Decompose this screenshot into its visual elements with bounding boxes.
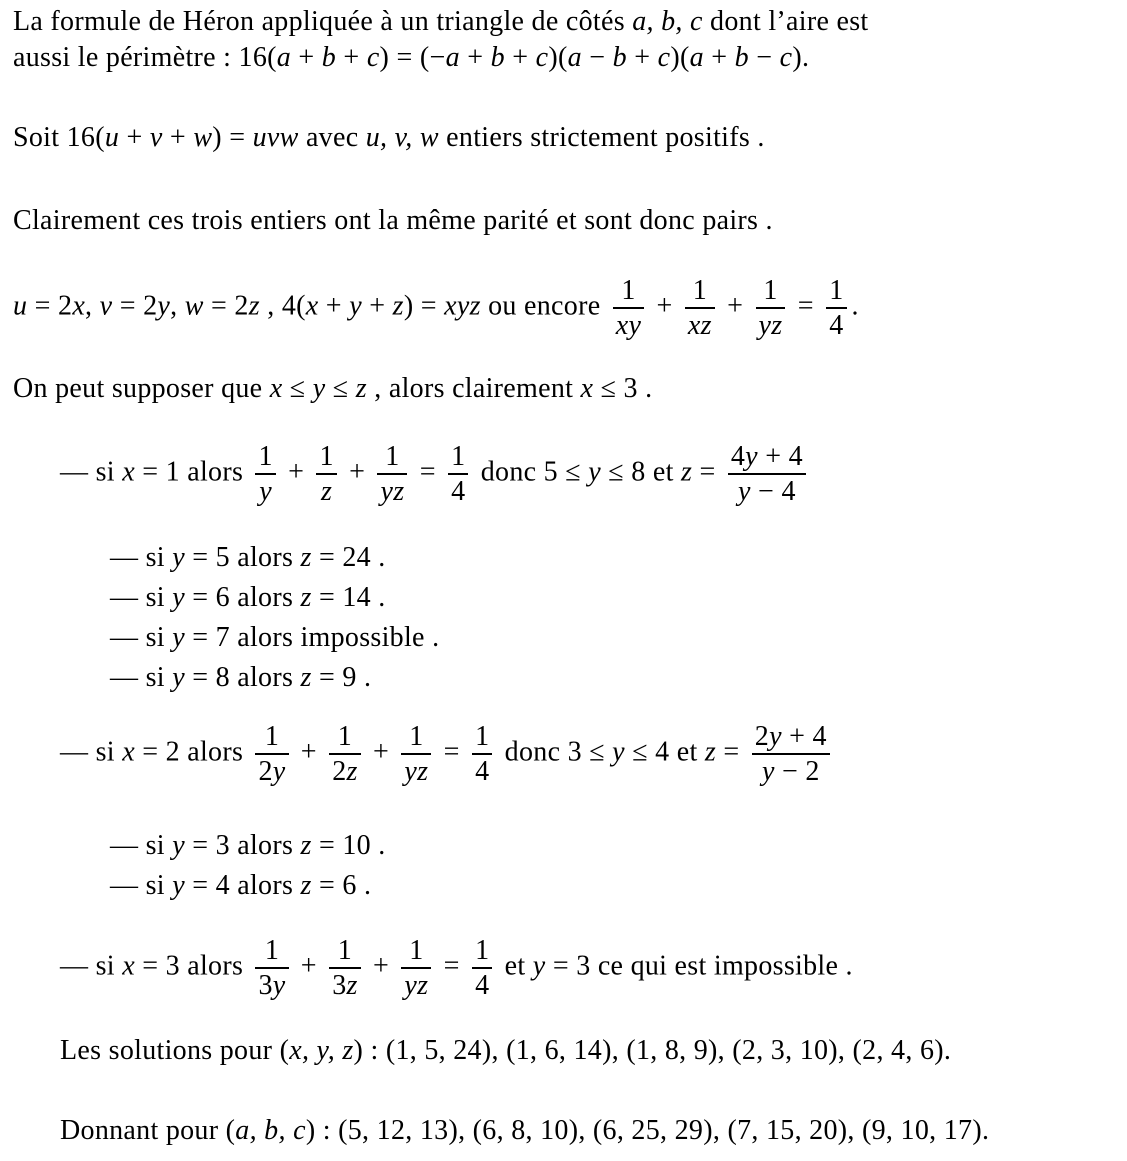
numerator bbox=[728, 441, 806, 475]
denominator bbox=[401, 969, 431, 1001]
math-run: a bbox=[567, 42, 582, 73]
math-run: y bbox=[532, 950, 546, 982]
text-run: 1 bbox=[409, 721, 424, 752]
text-run: + 4 bbox=[757, 441, 803, 472]
text-run: + bbox=[293, 950, 325, 982]
text-run: , bbox=[85, 290, 100, 322]
paragraph-supposition bbox=[13, 370, 652, 407]
text-run: + bbox=[365, 950, 397, 982]
text-run: 1 bbox=[385, 441, 400, 472]
text-run: 1 bbox=[451, 441, 466, 472]
text-run: ) = bbox=[403, 290, 445, 322]
text-run: 1 bbox=[258, 441, 273, 472]
text-run: = bbox=[716, 736, 747, 768]
case-x1-y8 bbox=[110, 659, 371, 696]
text-run: + bbox=[162, 122, 194, 153]
text-run: — si bbox=[110, 622, 173, 653]
math-run: y bbox=[259, 476, 272, 507]
fraction bbox=[377, 441, 407, 507]
text-run: 1 bbox=[337, 935, 353, 966]
math-run: xz bbox=[687, 310, 712, 341]
paragraph-intro-line-2 bbox=[13, 39, 809, 76]
denominator bbox=[255, 969, 288, 1001]
text-run: — si bbox=[60, 950, 123, 982]
text-run: + bbox=[703, 42, 735, 73]
denominator bbox=[685, 309, 715, 341]
text-run: 3 bbox=[258, 970, 273, 1001]
case-x1-y7 bbox=[110, 619, 439, 656]
text-run: Donnant pour ( bbox=[60, 1115, 236, 1146]
case-x-3 bbox=[60, 935, 853, 1001]
numerator bbox=[255, 721, 288, 755]
math-run: x bbox=[72, 290, 86, 322]
math-run: v bbox=[99, 290, 113, 322]
fraction bbox=[826, 275, 846, 341]
text-run: On peut supposer que bbox=[13, 373, 270, 404]
denominator bbox=[756, 309, 786, 341]
text-run: − bbox=[748, 42, 780, 73]
math-run: yz bbox=[380, 476, 405, 507]
numerator bbox=[613, 275, 644, 309]
math-run: xy bbox=[615, 310, 642, 341]
numerator bbox=[329, 935, 361, 969]
text-run: + bbox=[119, 122, 150, 153]
math-run: z bbox=[300, 830, 312, 861]
text-run: + bbox=[365, 736, 397, 768]
fraction bbox=[329, 935, 361, 1001]
text-run: 1 bbox=[319, 441, 334, 472]
math-run: yz bbox=[404, 970, 429, 1001]
text-run: ) = (− bbox=[379, 42, 446, 73]
fraction bbox=[255, 441, 275, 507]
fraction bbox=[255, 721, 288, 787]
math-run: b bbox=[321, 42, 337, 73]
numerator bbox=[472, 721, 492, 755]
text-run: = bbox=[412, 456, 444, 488]
math-run: z bbox=[392, 290, 404, 322]
text-run: = 3 ce qui est impossible . bbox=[545, 950, 853, 982]
text-run: = 3 alors bbox=[184, 830, 301, 861]
denominator bbox=[316, 475, 336, 507]
denominator bbox=[472, 755, 492, 787]
numerator bbox=[377, 441, 407, 475]
fraction bbox=[329, 721, 361, 787]
numerator bbox=[756, 275, 786, 309]
denominator bbox=[826, 309, 846, 341]
fraction bbox=[448, 441, 468, 507]
text-run: , alors clairement bbox=[366, 373, 581, 404]
text-run: + bbox=[459, 42, 491, 73]
text-run: entiers strictement positifs . bbox=[438, 122, 765, 153]
text-run: 1 bbox=[763, 275, 778, 306]
text-run: 1 bbox=[409, 935, 424, 966]
text-run: — si bbox=[60, 736, 123, 768]
denominator bbox=[728, 475, 806, 507]
text-run: 4 bbox=[475, 756, 490, 787]
text-run: = 6 . bbox=[311, 870, 372, 901]
math-run: c bbox=[366, 42, 380, 73]
math-run: y bbox=[157, 290, 171, 322]
numerator bbox=[752, 721, 830, 755]
numerator bbox=[685, 275, 715, 309]
math-run: y bbox=[272, 756, 286, 787]
math-run: x bbox=[305, 290, 319, 322]
text-run: ≤ 3 . bbox=[593, 373, 653, 404]
text-run: − 2 bbox=[774, 756, 820, 787]
text-run: = 1 alors bbox=[134, 456, 251, 488]
text-run: + bbox=[318, 290, 350, 322]
math-run: z bbox=[300, 870, 312, 901]
math-run: x bbox=[122, 950, 135, 982]
text-run: 2 bbox=[332, 756, 347, 787]
numerator bbox=[826, 275, 846, 309]
math-run: y bbox=[769, 721, 782, 752]
case-x1-y6 bbox=[110, 579, 386, 616]
math-run: z bbox=[300, 662, 312, 693]
fraction bbox=[401, 935, 431, 1001]
math-run: a, b, c bbox=[632, 6, 703, 37]
text-run: + bbox=[280, 456, 312, 488]
text-run: = 9 . bbox=[311, 662, 372, 693]
case-x2-y4 bbox=[110, 867, 371, 904]
math-run: y bbox=[172, 582, 185, 613]
denominator bbox=[448, 475, 468, 507]
math-run: a, b, c bbox=[235, 1115, 306, 1146]
text-run: = 6 alors bbox=[184, 582, 301, 613]
solutions-abc bbox=[60, 1112, 989, 1149]
text-run: )( bbox=[548, 42, 568, 73]
fraction bbox=[728, 441, 806, 507]
math-run: y bbox=[349, 290, 362, 322]
text-run: ≤ 4 et bbox=[624, 736, 705, 768]
text-run: ) : (1, 5, 24), (1, 6, 14), (1, 8, 9), (2, 3, 10), (2, 4, 6). bbox=[353, 1035, 952, 1066]
text-run: = 8 alors bbox=[184, 662, 301, 693]
numerator bbox=[448, 441, 468, 475]
text-run: 1 bbox=[621, 275, 636, 306]
denominator bbox=[329, 969, 361, 1001]
text-run: ≤ 8 et bbox=[600, 456, 681, 488]
fraction bbox=[685, 275, 715, 341]
text-run: , bbox=[170, 290, 185, 322]
text-run: + bbox=[291, 42, 322, 73]
math-run: z bbox=[704, 736, 717, 768]
fraction bbox=[613, 275, 644, 341]
denominator bbox=[377, 475, 407, 507]
text-run: = 2 bbox=[27, 290, 73, 322]
text-run: 4 bbox=[730, 441, 746, 472]
text-run: )( bbox=[670, 42, 690, 73]
text-run: ) : (5, 12, 13), (6, 8, 10), (6, 25, 29), (7, 15, 20), (9, 10, 17). bbox=[305, 1115, 990, 1146]
math-run: u, v, w bbox=[365, 122, 439, 153]
text-run: − 4 bbox=[750, 476, 796, 507]
fraction bbox=[752, 721, 830, 787]
math-run: x bbox=[122, 456, 135, 488]
text-run: Les solutions pour ( bbox=[60, 1035, 290, 1066]
text-run: 1 bbox=[337, 721, 353, 752]
text-run: = 24 . bbox=[311, 542, 386, 573]
numerator bbox=[316, 441, 336, 475]
math-run: w bbox=[184, 290, 204, 322]
text-run: 2 bbox=[258, 756, 273, 787]
text-run: 4 bbox=[475, 970, 490, 1001]
text-run: = 3 alors bbox=[134, 950, 251, 982]
text-run: = bbox=[790, 290, 822, 322]
text-run: + bbox=[336, 42, 367, 73]
text-run: Clairement ces trois entiers ont la même parité et sont donc pairs . bbox=[13, 205, 773, 236]
math-run: z bbox=[346, 756, 358, 787]
math-run: w bbox=[193, 122, 213, 153]
case-x-1 bbox=[60, 441, 811, 507]
math-run: y bbox=[172, 542, 185, 573]
text-run: Soit 16( bbox=[13, 122, 105, 153]
text-run: 2 bbox=[754, 721, 770, 752]
math-run: z bbox=[300, 582, 312, 613]
math-run: x, y, z bbox=[289, 1035, 354, 1066]
text-run: + bbox=[341, 456, 373, 488]
paragraph-intro-line-1 bbox=[13, 3, 869, 40]
math-run: a bbox=[445, 42, 460, 73]
math-run: y bbox=[172, 662, 185, 693]
text-run: 4 bbox=[829, 310, 844, 341]
math-run: y bbox=[738, 476, 751, 507]
numerator bbox=[329, 721, 361, 755]
math-run: y bbox=[172, 830, 185, 861]
math-run: b bbox=[612, 42, 627, 73]
math-run: yz bbox=[758, 310, 783, 341]
math-run: y bbox=[312, 373, 326, 404]
denominator bbox=[255, 755, 288, 787]
math-run: y bbox=[745, 441, 758, 472]
fraction bbox=[756, 275, 786, 341]
text-run: + bbox=[626, 42, 658, 73]
math-run: c bbox=[657, 42, 671, 73]
text-run: 1 bbox=[475, 721, 490, 752]
math-run: y bbox=[172, 622, 185, 653]
math-run: b bbox=[734, 42, 749, 73]
text-run: — si bbox=[110, 662, 173, 693]
text-run: ou encore bbox=[480, 290, 608, 322]
fraction bbox=[401, 721, 431, 787]
math-run: xyz bbox=[444, 290, 481, 322]
fraction bbox=[255, 935, 288, 1001]
math-run: uvw bbox=[252, 122, 299, 153]
text-run: et bbox=[497, 950, 533, 982]
fraction bbox=[472, 935, 492, 1001]
text-run: aussi le périmètre : 16( bbox=[13, 42, 277, 73]
text-run: = bbox=[436, 736, 468, 768]
case-x1-y5 bbox=[110, 539, 386, 576]
math-run: x bbox=[269, 373, 283, 404]
math-run: v bbox=[149, 122, 163, 153]
numerator bbox=[255, 441, 275, 475]
text-run: ≤ bbox=[282, 373, 313, 404]
text-run: ). bbox=[792, 42, 810, 73]
math-run: z bbox=[680, 456, 693, 488]
denominator bbox=[401, 755, 431, 787]
text-run: 4 bbox=[451, 476, 466, 507]
paragraph-substitution bbox=[13, 275, 859, 341]
text-run: = 2 bbox=[112, 290, 158, 322]
fraction bbox=[316, 441, 336, 507]
numerator bbox=[401, 721, 431, 755]
math-run: u bbox=[13, 290, 28, 322]
denominator bbox=[752, 755, 830, 787]
text-run: 1 bbox=[829, 275, 844, 306]
math-run: y bbox=[172, 870, 185, 901]
text-run: — si bbox=[60, 456, 123, 488]
numerator bbox=[472, 935, 492, 969]
text-run: — si bbox=[110, 542, 173, 573]
text-run: 1 bbox=[264, 721, 280, 752]
paragraph-soit bbox=[13, 119, 765, 156]
case-x-2 bbox=[60, 721, 835, 787]
math-run: c bbox=[535, 42, 549, 73]
text-run: 1 bbox=[475, 935, 490, 966]
math-run: z bbox=[321, 476, 333, 507]
denominator bbox=[613, 309, 644, 341]
text-run: = 14 . bbox=[311, 582, 386, 613]
fraction bbox=[472, 721, 492, 787]
math-run: b bbox=[490, 42, 505, 73]
math-run: x bbox=[122, 736, 135, 768]
math-run: z bbox=[346, 970, 358, 1001]
text-run: 1 bbox=[692, 275, 708, 306]
text-run: ) = bbox=[212, 122, 253, 153]
math-run: a bbox=[276, 42, 292, 73]
denominator bbox=[255, 475, 275, 507]
case-x2-y3 bbox=[110, 827, 386, 864]
text-run: − bbox=[581, 42, 613, 73]
text-run: = 2 alors bbox=[134, 736, 251, 768]
math-run: u bbox=[104, 122, 120, 153]
text-run: 3 bbox=[332, 970, 347, 1001]
denominator bbox=[472, 969, 492, 1001]
math-run: x bbox=[580, 373, 594, 404]
math-run: yz bbox=[404, 756, 429, 787]
math-run: z bbox=[300, 542, 312, 573]
text-run: donc 3 ≤ bbox=[497, 736, 613, 768]
text-run: 1 bbox=[264, 935, 280, 966]
text-run: donc 5 ≤ bbox=[473, 456, 589, 488]
text-run: + 4 bbox=[781, 721, 827, 752]
math-run: z bbox=[355, 373, 367, 404]
text-run: = bbox=[436, 950, 468, 982]
text-run: La formule de Héron appliquée à un triangle de côtés bbox=[13, 6, 633, 37]
numerator bbox=[401, 935, 431, 969]
text-run: — si bbox=[110, 830, 173, 861]
text-run: = 4 alors bbox=[184, 870, 301, 901]
math-run: y bbox=[588, 456, 601, 488]
text-run: = 5 alors bbox=[184, 542, 301, 573]
text-run: — si bbox=[110, 870, 173, 901]
math-run: y bbox=[761, 756, 775, 787]
solutions-xyz bbox=[60, 1032, 951, 1069]
text-run: = 7 alors impossible . bbox=[184, 622, 440, 653]
text-run: avec bbox=[298, 122, 366, 153]
text-run: , 4( bbox=[259, 290, 306, 322]
denominator bbox=[329, 755, 361, 787]
text-run: + bbox=[719, 290, 751, 322]
text-run: . bbox=[851, 290, 859, 322]
text-run: dont l’aire est bbox=[702, 6, 869, 37]
text-run: + bbox=[361, 290, 393, 322]
math-run: y bbox=[612, 736, 625, 768]
text-run: = bbox=[692, 456, 723, 488]
math-run: y bbox=[272, 970, 286, 1001]
math-run: c bbox=[779, 42, 793, 73]
math-run: a bbox=[689, 42, 704, 73]
text-run: + bbox=[504, 42, 536, 73]
text-run: = 10 . bbox=[311, 830, 386, 861]
text-run: ≤ bbox=[325, 373, 356, 404]
numerator bbox=[255, 935, 288, 969]
text-run: + bbox=[293, 736, 325, 768]
text-run: — si bbox=[110, 582, 173, 613]
math-run: z bbox=[248, 290, 260, 322]
text-run: = 2 bbox=[203, 290, 249, 322]
paragraph-parite bbox=[13, 202, 773, 239]
text-run: + bbox=[649, 290, 680, 322]
